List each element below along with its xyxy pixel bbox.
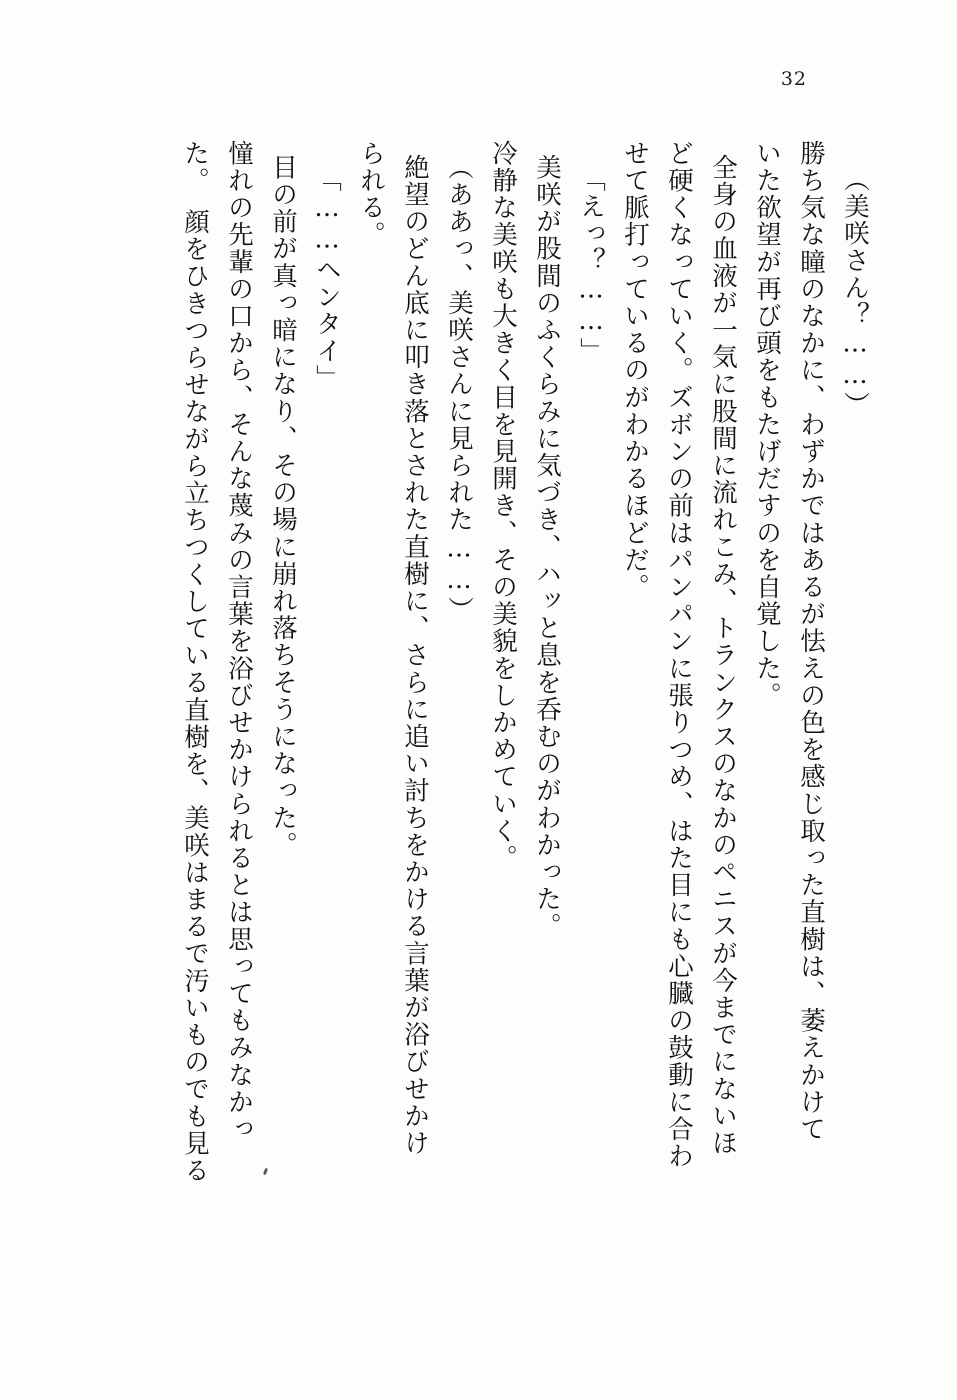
text-line: （美咲さん？……）: [840, 166, 870, 419]
text-line: 美咲が股間のふくらみに気づき、ハッと息を呑むのがわかった。: [532, 154, 562, 940]
text-line: いた欲望が再び頭をもたげだすのを自覚した。: [752, 140, 782, 710]
vertical-text-body: [90, 140, 870, 1300]
page-number: 32: [780, 68, 807, 90]
text-line: ど硬くなっていく。ズボンの前はパンパンに張りつめ、はた目にも心臓の鼓動に合わ: [664, 140, 694, 1170]
text-line: られる。: [356, 140, 386, 249]
text-line: 「えっ？……」: [576, 166, 606, 365]
text-line: 「……ヘンタイ」: [312, 166, 342, 392]
text-line: 絶望のどん底に叩き落とされた直樹に、さらに追い討ちをかける言葉が浴びせかけ: [400, 154, 430, 1157]
text-line: 憧れの先輩の口から、そんな蔑みの言葉を浴びせかけられるとは思ってもみなかっ: [224, 140, 254, 1143]
text-line: （ああっ、美咲さんに見られた……）: [444, 154, 474, 624]
text-line: せて脈打っているのがわかるほどだ。: [620, 140, 650, 601]
text-line: た。 顔をひきつらせながら立ちつくしている直樹を、美咲はまるで汚いものでも見る: [180, 140, 210, 1185]
text-line: 勝ち気な瞳のなかに、わずかではあるが怯えの色を感じ取った直樹は、萎えかけて: [796, 140, 826, 1143]
text-line: 目の前が真っ暗になり、その場に崩れ落ちそうになった。: [268, 154, 298, 859]
text-line: 全身の血液が一気に股間に流れこみ、トランクスのなかのペニスが今までにないほ: [708, 154, 738, 1157]
text-line: 冷静な美咲も大きく目を見開き、その美貌をしかめていく。: [488, 140, 518, 872]
